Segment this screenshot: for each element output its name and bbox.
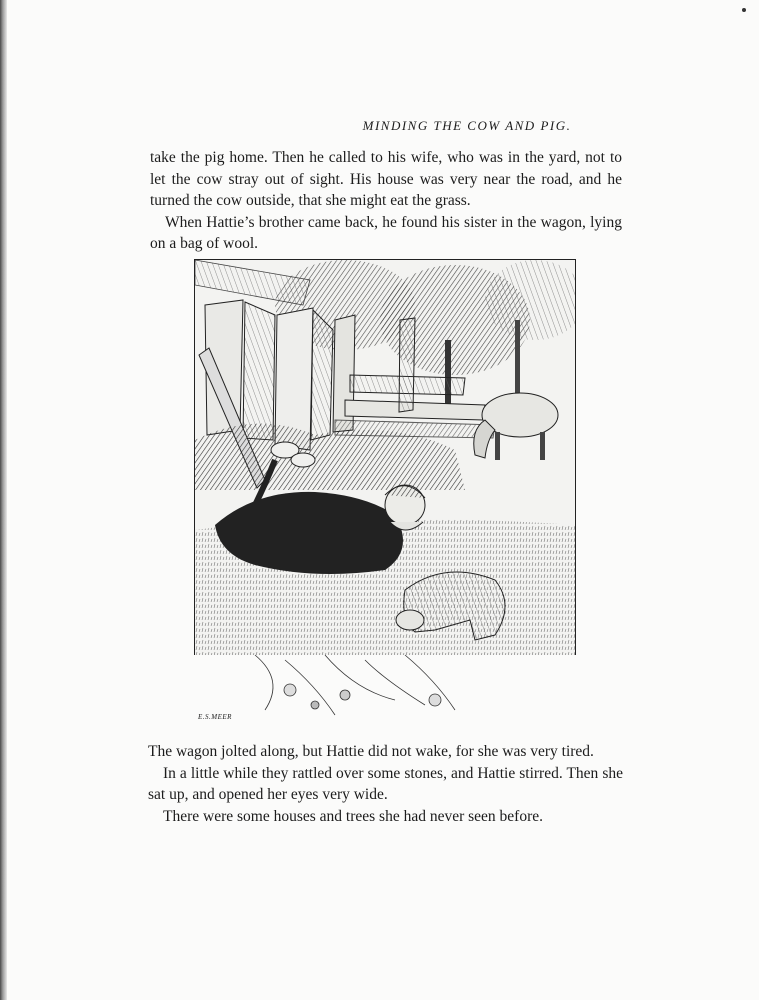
bottom-text-block: [148, 741, 623, 827]
top-text-block: [150, 147, 622, 255]
page-binding-edge: [0, 0, 7, 1000]
paragraph-3: The wagon jolted along, but Hattie did not wake, for she was very tired.: [148, 743, 594, 760]
foreground-weeds: [255, 655, 455, 715]
engraving-svg: [195, 260, 575, 730]
running-head: MINDING THE COW AND PIG.: [362, 118, 572, 133]
paragraph-5: There were some houses and trees she had never seen before.: [163, 807, 544, 825]
paragraph-4: In a little while they rattled over some stones, and Hattie stirred. Then she sat up, and opened her eyes very wide.: [148, 764, 623, 803]
corner-speck: [742, 8, 746, 12]
paragraph-2: When Hattie’s brother came back, he found his sister in the wagon, lying on a bag of wool.: [150, 213, 622, 252]
engraver-signature: E.S.MEER: [198, 713, 232, 721]
paragraph-1: take the pig home. Then he called to his wife, who was in the yard, not to let the cow stray out of sight. His house was very near the road, and he turned the cow outside, that she might eat the grass.: [150, 149, 622, 209]
engraving-illustration: [194, 259, 576, 655]
